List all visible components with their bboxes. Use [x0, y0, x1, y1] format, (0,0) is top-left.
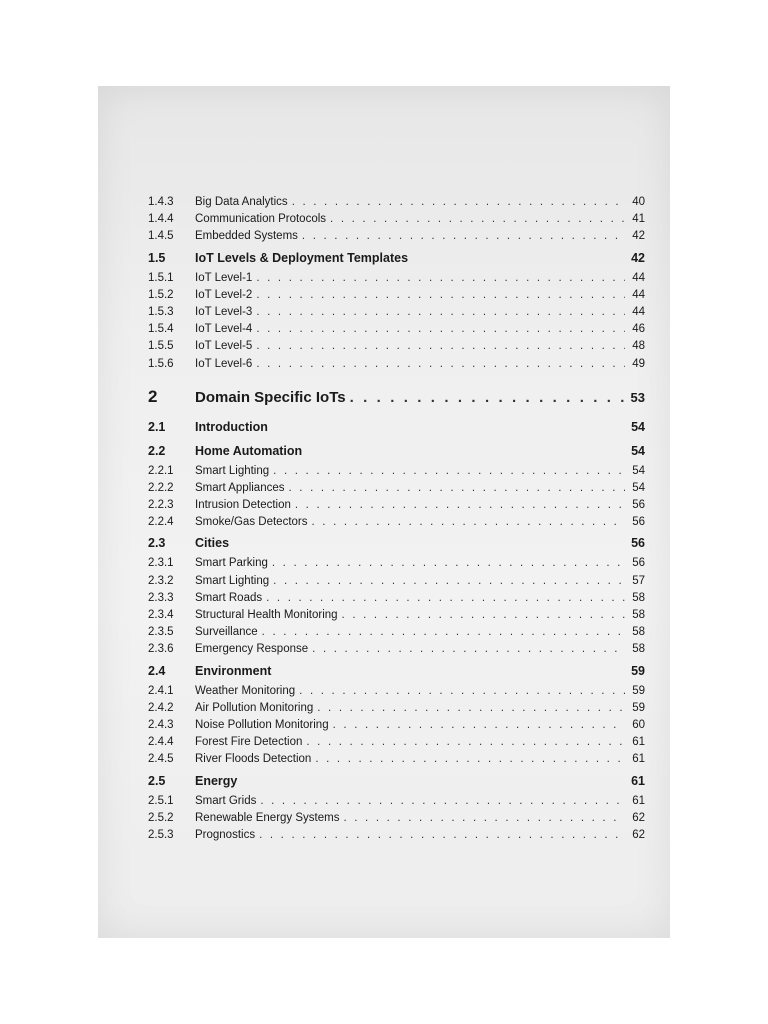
toc-row	[148, 211, 645, 228]
toc-row	[148, 194, 645, 211]
toc-row	[148, 287, 645, 304]
toc-number: 2.4.3	[148, 718, 174, 731]
toc-title: IoT Level-3	[195, 305, 253, 318]
toc-number: 2.3.4	[148, 609, 174, 621]
toc-section-row	[148, 659, 645, 683]
dot-leader	[343, 810, 625, 827]
toc-row	[148, 270, 645, 287]
toc-title: Embedded Systems	[195, 230, 298, 243]
dot-leader	[273, 573, 625, 590]
toc-number: 2.4.5	[148, 753, 174, 766]
toc-page-number: 58	[632, 609, 645, 621]
toc-page-number: 60	[632, 718, 645, 731]
dot-leader	[262, 624, 625, 641]
toc-number: 2.3.1	[148, 557, 174, 570]
toc-row	[148, 641, 645, 658]
toc-row	[148, 463, 645, 480]
toc-number: 1.4.4	[148, 213, 174, 226]
toc-page-number: 58	[632, 626, 645, 639]
toc-title: Structural Health Monitoring	[195, 609, 338, 621]
toc-title: IoT Levels & Deployment Templates	[195, 250, 409, 265]
toc-number: 2.2.2	[148, 481, 174, 494]
dot-leader	[299, 683, 625, 700]
toc-title: IoT Level-6	[195, 357, 253, 370]
toc-number: 2	[148, 386, 158, 406]
toc-number: 1.5.4	[148, 323, 174, 336]
toc-section-row	[148, 439, 645, 463]
toc-title: IoT Level-1	[195, 271, 253, 284]
toc-title: Smoke/Gas Detectors	[195, 516, 308, 529]
dot-leader	[342, 607, 625, 624]
toc-title: Emergency Response	[195, 643, 309, 656]
dot-leader	[256, 356, 625, 373]
dot-leader	[289, 480, 626, 497]
dot-leader	[330, 211, 625, 228]
toc-number: 1.5.5	[148, 340, 174, 353]
toc-title: Environment	[195, 663, 272, 678]
toc-row	[148, 590, 645, 607]
toc-page-number: 61	[631, 773, 645, 788]
toc-page-number: 62	[632, 811, 645, 824]
toc-page-number: 58	[632, 591, 645, 604]
toc-chapter-row	[148, 379, 645, 415]
toc-number: 2.4.2	[148, 701, 174, 714]
toc-section-row	[148, 531, 645, 555]
toc-title: Smart Lighting	[195, 574, 270, 587]
toc-number: 2.5.3	[148, 828, 174, 841]
toc-title: Intrusion Detection	[195, 499, 291, 512]
toc-title: Communication Protocols	[195, 213, 327, 226]
toc-section-row	[148, 246, 645, 270]
toc-title: Prognostics	[195, 828, 256, 841]
toc-page-number: 57	[632, 574, 645, 587]
toc-row	[148, 304, 645, 321]
toc-title: Surveillance	[195, 626, 258, 639]
toc-page-number: 54	[631, 419, 645, 434]
dot-leader	[302, 228, 625, 245]
toc-page-number: 56	[632, 557, 645, 570]
toc-row	[148, 683, 645, 700]
toc-row	[148, 497, 645, 514]
toc-title: Smart Appliances	[195, 481, 285, 494]
toc-title: IoT Level-2	[195, 288, 253, 301]
toc-title: IoT Level-5	[195, 340, 253, 353]
toc-page-number: 42	[632, 230, 645, 243]
toc-title: Smart Roads	[195, 591, 263, 604]
toc-row	[148, 827, 645, 844]
toc-title: Introduction	[195, 419, 268, 434]
toc-row	[148, 321, 645, 338]
dot-leader	[256, 270, 625, 287]
toc-number: 1.5.6	[148, 357, 174, 370]
toc-row	[148, 356, 645, 373]
toc-page-number: 61	[632, 736, 645, 749]
toc-number: 2.3.6	[148, 643, 174, 656]
toc-row	[148, 700, 645, 717]
toc-row	[148, 228, 645, 245]
toc-row	[148, 607, 645, 624]
toc-number: 2.2.4	[148, 516, 174, 529]
toc-page-number: 59	[631, 663, 645, 678]
toc-title: IoT Level-4	[195, 323, 253, 336]
dot-leader	[312, 641, 625, 658]
toc-row	[148, 717, 645, 734]
toc-number: 2.2	[148, 443, 166, 458]
toc-row	[148, 734, 645, 751]
dot-leader	[260, 793, 625, 810]
dot-leader	[306, 734, 625, 751]
dot-leader	[272, 555, 625, 572]
toc-title: Cities	[195, 536, 230, 551]
toc-number: 2.4.1	[148, 684, 174, 697]
toc-number: 2.4.4	[148, 736, 174, 749]
toc-title: Smart Grids	[195, 794, 257, 807]
toc-page-number: 61	[632, 753, 645, 766]
toc-page-number: 46	[632, 323, 645, 336]
toc-number: 2.3.5	[148, 626, 174, 639]
toc-page-number: 56	[632, 499, 645, 512]
dot-leader	[295, 497, 625, 514]
toc-number: 1.4.3	[148, 196, 174, 208]
toc-number: 1.5.2	[148, 288, 174, 301]
toc-number: 1.4.5	[148, 230, 174, 243]
toc-row	[148, 338, 645, 355]
toc-title: Home Automation	[195, 443, 303, 458]
toc-page-number: 44	[632, 305, 645, 318]
dot-leader	[259, 827, 625, 844]
toc-page-number: 44	[632, 288, 645, 301]
toc-number: 2.5.2	[148, 811, 174, 824]
toc-number: 2.1	[148, 419, 166, 434]
toc-page-number: 62	[632, 828, 645, 841]
toc-row	[148, 555, 645, 572]
dot-leader	[273, 463, 625, 480]
toc-number: 1.5	[148, 250, 166, 265]
toc-title: Noise Pollution Monitoring	[195, 718, 329, 731]
toc-number: 2.3	[148, 536, 166, 551]
toc-page-number: 49	[632, 357, 645, 370]
toc-title: Energy	[195, 773, 238, 788]
toc-page-number: 58	[632, 643, 645, 656]
toc-title: Air Pollution Monitoring	[195, 701, 314, 714]
toc-row	[148, 573, 645, 590]
toc-page-number: 59	[632, 701, 645, 714]
toc-row	[148, 793, 645, 810]
dot-leader	[256, 338, 625, 355]
toc-title: Smart Lighting	[195, 464, 270, 477]
table-of-contents	[148, 194, 645, 844]
dot-leader	[315, 751, 625, 768]
dot-leader	[350, 380, 625, 416]
dot-leader	[256, 321, 625, 338]
dot-leader	[256, 287, 625, 304]
dot-leader	[311, 514, 625, 531]
dot-leader	[266, 590, 625, 607]
toc-page-number: 56	[631, 536, 645, 551]
toc-number: 2.3.2	[148, 574, 174, 587]
toc-number: 2.5.1	[148, 794, 174, 807]
toc-title: Weather Monitoring	[195, 684, 296, 697]
toc-page-number: 41	[632, 213, 645, 226]
toc-section-row	[148, 415, 645, 439]
toc-title: River Floods Detection	[195, 753, 312, 766]
toc-row	[148, 514, 645, 531]
toc-page-number: 59	[632, 684, 645, 697]
toc-page-number: 54	[632, 464, 645, 477]
toc-row	[148, 751, 645, 768]
toc-page-number: 56	[632, 516, 645, 529]
toc-page-number: 44	[632, 271, 645, 284]
toc-title: Domain Specific IoTs	[195, 388, 346, 406]
toc-number: 1.5.1	[148, 271, 174, 284]
toc-title: Renewable Energy Systems	[195, 811, 340, 824]
toc-page-number: 61	[632, 794, 645, 807]
toc-number: 1.5.3	[148, 305, 174, 318]
toc-number: 2.5	[148, 773, 166, 788]
toc-number: 2.4	[148, 663, 166, 678]
dot-leader	[317, 700, 625, 717]
toc-page-number: 54	[631, 443, 645, 458]
toc-row	[148, 810, 645, 827]
toc-number: 2.2.3	[148, 499, 174, 512]
toc-page-number: 42	[631, 250, 645, 265]
toc-page-number: 54	[632, 481, 645, 494]
toc-title: Big Data Analytics	[195, 196, 288, 208]
toc-page-number: 53	[630, 389, 645, 405]
toc-row	[148, 624, 645, 641]
dot-leader	[292, 194, 625, 211]
toc-page-number: 48	[632, 340, 645, 353]
toc-row	[148, 480, 645, 497]
toc-number: 2.2.1	[148, 464, 174, 477]
dot-leader	[333, 717, 625, 734]
dot-leader	[256, 304, 625, 321]
toc-number: 2.3.3	[148, 591, 174, 604]
toc-title: Smart Parking	[195, 557, 268, 570]
toc-title: Forest Fire Detection	[195, 736, 303, 749]
toc-page-number: 40	[632, 196, 645, 208]
toc-section-row	[148, 769, 645, 793]
